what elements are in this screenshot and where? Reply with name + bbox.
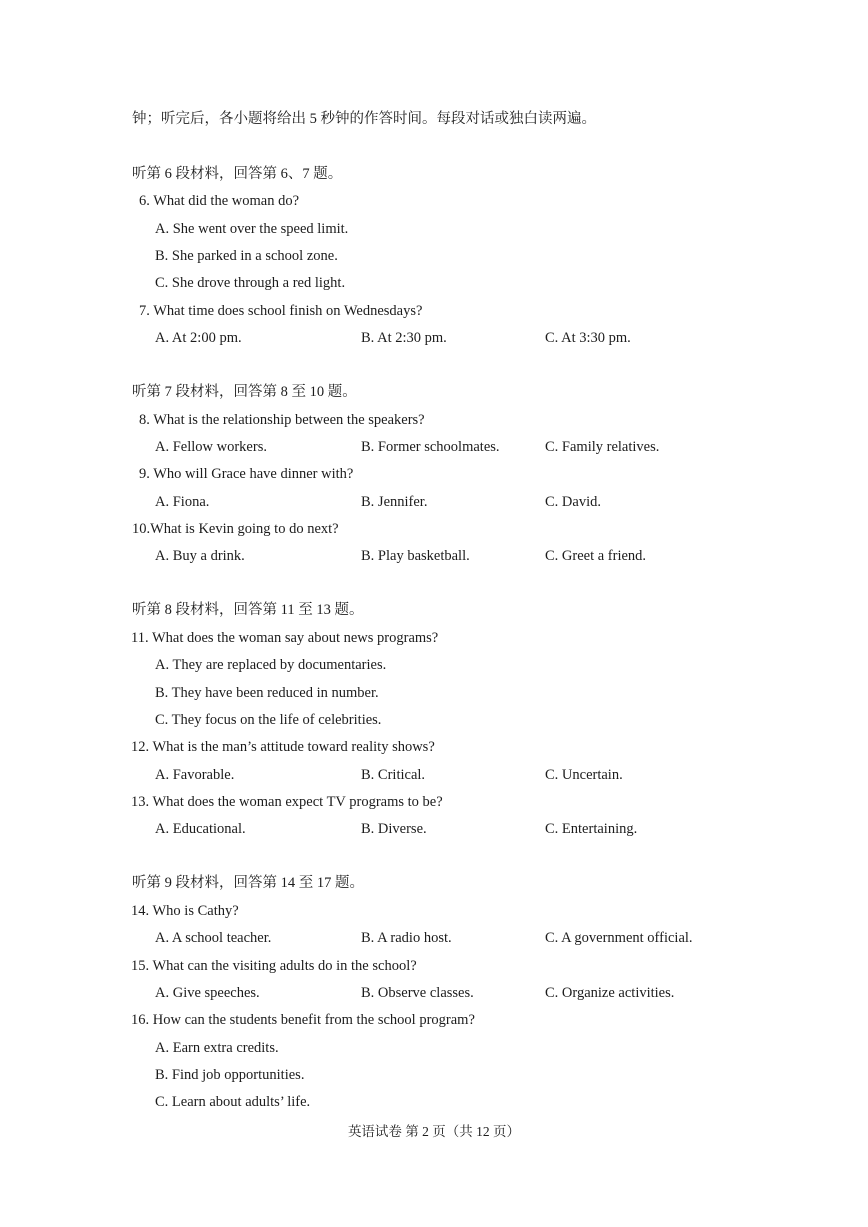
option-c: C. They focus on the life of celebrities.: [155, 712, 382, 728]
question-stem: 15. What can the visiting adults do in the school?: [131, 958, 417, 974]
option-b: B. Jennifer.: [361, 494, 428, 510]
question-stem: 12. What is the man’s attitude toward reality shows?: [131, 739, 435, 755]
option-b: B. At 2:30 pm.: [361, 330, 447, 346]
option-a: A. At 2:00 pm.: [155, 330, 242, 346]
option-c: C. Greet a friend.: [545, 548, 647, 564]
option-c: C. Uncertain.: [545, 767, 623, 783]
question-stem: 13. What does the woman expect TV programs to be?: [131, 794, 443, 810]
question-stem: 11. What does the woman say about news programs?: [131, 630, 439, 646]
question-stem: 10.What is Kevin going to do next?: [132, 521, 339, 537]
option-a: A. A school teacher.: [155, 930, 272, 946]
option-a: A. Fellow workers.: [155, 439, 267, 455]
page-footer: 英语试卷 第 2 页（共 12 页）: [347, 1124, 521, 1139]
option-c: C. A government official.: [545, 930, 693, 946]
option-b: B. Find job opportunities.: [155, 1067, 305, 1083]
question-stem: 6. What did the woman do?: [139, 193, 300, 209]
option-c: C. David.: [545, 494, 601, 510]
section-heading: 听第 9 段材料，回答第 14 至 17 题。: [132, 875, 364, 891]
question-stem: 9. Who will Grace have dinner with?: [139, 466, 354, 482]
section-heading: 听第 8 段材料，回答第 11 至 13 题。: [132, 602, 364, 618]
option-c: C. At 3:30 pm.: [545, 330, 631, 346]
option-a: A. She went over the speed limit.: [155, 221, 349, 237]
option-c: C. Learn about adults’ life.: [155, 1094, 311, 1110]
question-stem: 14. Who is Cathy?: [131, 903, 239, 919]
option-a: A. Earn extra credits.: [155, 1040, 279, 1056]
section-heading: 听第 6 段材料，回答第 6、7 题。: [132, 166, 343, 182]
instruction-text: 钟；听完后，各小题将给出 5 秒钟的作答时间。每段对话或独白读两遍。: [132, 111, 596, 127]
option-b: B. She parked in a school zone.: [155, 248, 338, 264]
option-a: A. Favorable.: [155, 767, 235, 783]
option-a: A. Buy a drink.: [155, 548, 245, 564]
option-b: B. Observe classes.: [361, 985, 474, 1001]
option-c: C. Family relatives.: [545, 439, 660, 455]
option-c: C. Organize activities.: [545, 985, 675, 1001]
question-stem: 16. How can the students benefit from the school program?: [131, 1012, 475, 1028]
option-b: B. Diverse.: [361, 821, 427, 837]
question-stem: 8. What is the relationship between the speakers?: [139, 412, 425, 428]
option-a: A. Educational.: [155, 821, 246, 837]
section-heading: 听第 7 段材料，回答第 8 至 10 题。: [132, 384, 357, 400]
option-c: C. Entertaining.: [545, 821, 638, 837]
option-a: A. Give speeches.: [155, 985, 260, 1001]
option-c: C. She drove through a red light.: [155, 275, 346, 291]
option-b: B. They have been reduced in number.: [155, 685, 379, 701]
option-b: B. A radio host.: [361, 930, 452, 946]
question-stem: 7. What time does school finish on Wednesdays?: [139, 303, 423, 319]
option-b: B. Former schoolmates.: [361, 439, 500, 455]
option-b: B. Critical.: [361, 767, 426, 783]
option-b: B. Play basketball.: [361, 548, 470, 564]
option-a: A. Fiona.: [155, 494, 210, 510]
option-a: A. They are replaced by documentaries.: [155, 657, 387, 673]
